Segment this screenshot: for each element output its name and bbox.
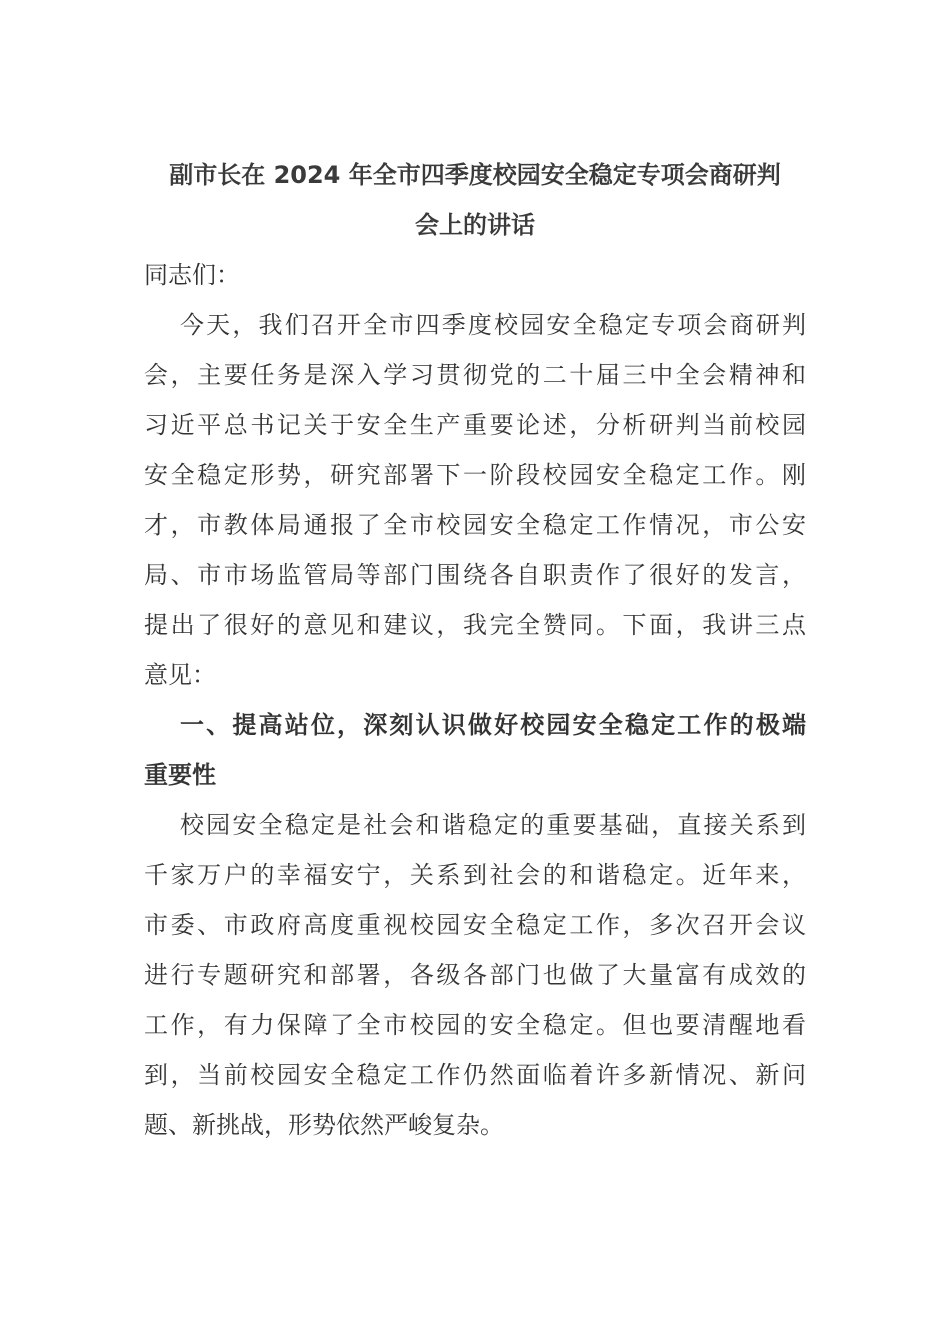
heading-line: 一、提高站位，深刻认识做好校园安全稳定工作的极端 <box>180 711 806 739</box>
heading-line: 重要性 <box>144 761 216 789</box>
text-line: 才，市教体局通报了全市校园安全稳定工作情况，市公安 <box>144 511 806 539</box>
section-heading-1 <box>144 700 806 800</box>
text-line: 今天，我们召开全市四季度校园安全稳定专项会商研判 <box>180 311 806 339</box>
text-line: 校园安全稳定是社会和谐稳定的重要基础，直接关系到 <box>180 811 806 839</box>
text-line: 工作，有力保障了全市校园的安全稳定。但也要清醒地看 <box>144 1011 806 1039</box>
text-line: 安全稳定形势，研究部署下一阶段校园安全稳定工作。刚 <box>144 461 806 489</box>
title-line: 副市长在 2024 年全市四季度校园安全稳定专项会商研判 <box>169 161 781 189</box>
paragraph-section-1 <box>144 800 806 1150</box>
salutation: 同志们： <box>144 261 240 289</box>
text-line: 题、新挑战，形势依然严峻复杂。 <box>144 1111 504 1139</box>
text-line: 局、市市场监管局等部门围绕各自职责作了很好的发言， <box>144 561 806 589</box>
document-page <box>144 150 806 1150</box>
title-line: 会上的讲话 <box>415 211 535 239</box>
text-line: 习近平总书记关于安全生产重要论述，分析研判当前校园 <box>144 411 806 439</box>
text-line: 提出了很好的意见和建议，我完全赞同。下面，我讲三点 <box>144 611 806 639</box>
paragraph-intro <box>144 300 806 700</box>
document-title <box>144 150 806 250</box>
text-line: 市委、市政府高度重视校园安全稳定工作，多次召开会议 <box>144 911 806 939</box>
text-line: 进行专题研究和部署，各级各部门也做了大量富有成效的 <box>144 961 806 989</box>
text-line: 千家万户的幸福安宁，关系到社会的和谐稳定。近年来， <box>144 861 806 889</box>
text-line: 意见： <box>144 661 216 689</box>
text-line: 会，主要任务是深入学习贯彻党的二十届三中全会精神和 <box>144 361 806 389</box>
text-line: 到，当前校园安全稳定工作仍然面临着许多新情况、新问 <box>144 1061 806 1089</box>
